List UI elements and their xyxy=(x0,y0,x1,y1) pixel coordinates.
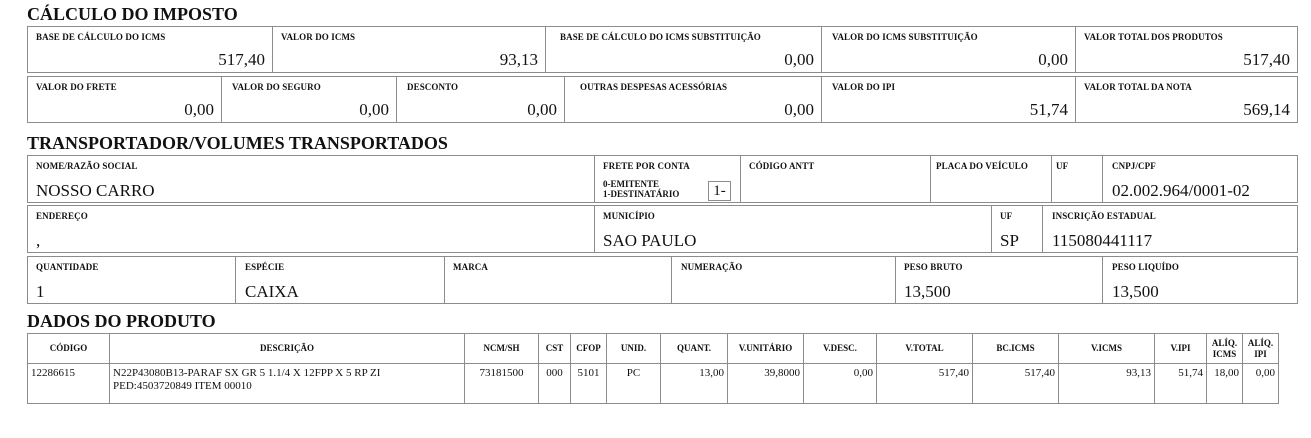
field-codigo-antt xyxy=(740,155,931,203)
col-aliq-icms xyxy=(1207,334,1243,364)
field-uf-endereco xyxy=(991,205,1043,253)
col-vtotal: V.TOTAL xyxy=(877,334,973,364)
field-valor-icms xyxy=(272,26,546,73)
field-inscricao-estadual xyxy=(1042,205,1298,253)
field-value: 93,13 xyxy=(499,50,538,69)
section-title-dados-produto: DADOS DO PRODUTO xyxy=(27,311,216,331)
field-marca xyxy=(444,256,672,304)
field-label: VALOR DO FRETE xyxy=(36,82,117,92)
col-ncm: NCM/SH xyxy=(465,334,539,364)
field-nome-razao-social xyxy=(27,155,595,203)
cell-descricao xyxy=(110,364,465,404)
col-vunit: V.UNITÁRIO xyxy=(728,334,804,364)
field-value: 0,00 xyxy=(359,100,389,119)
field-label: NOME/RAZÃO SOCIAL xyxy=(36,161,138,171)
field-label: VALOR DO ICMS SUBSTITUIÇÃO xyxy=(832,32,978,42)
field-label: INSCRIÇÃO ESTADUAL xyxy=(1052,211,1156,221)
field-label: UF xyxy=(1056,161,1069,171)
cell-vicms: 93,13 xyxy=(1059,364,1155,404)
field-peso-liquido xyxy=(1102,256,1298,304)
field-placa-veiculo xyxy=(930,155,1052,203)
field-value: , xyxy=(36,231,41,250)
col-descricao: DESCRIÇÃO xyxy=(110,334,465,364)
field-peso-bruto xyxy=(895,256,1103,304)
cell-vdesc: 0,00 xyxy=(804,364,877,404)
field-outras-despesas xyxy=(564,76,822,123)
field-uf-veiculo xyxy=(1051,155,1103,203)
field-value: 0,00 xyxy=(784,50,814,69)
field-label: QUANTIDADE xyxy=(36,262,99,272)
field-label: BASE DE CÁLCULO DO ICMS xyxy=(36,32,166,42)
cell-cfop: 5101 xyxy=(571,364,607,404)
cell-aliq-ipi: 0,00 xyxy=(1243,364,1279,404)
field-value: 51,74 xyxy=(1029,100,1068,119)
field-value: 0,00 xyxy=(1038,50,1068,69)
field-label: BASE DE CÁLCULO DO ICMS SUBSTITUIÇÃO xyxy=(560,32,761,42)
field-value: 13,500 xyxy=(1112,282,1159,301)
cell-bcicms: 517,40 xyxy=(973,364,1059,404)
field-value: NOSSO CARRO xyxy=(36,181,155,200)
field-label: VALOR DO IPI xyxy=(832,82,896,92)
field-label: CÓDIGO ANTT xyxy=(749,161,815,171)
field-value: 02.002.964/0001-02 xyxy=(1112,181,1250,200)
field-value: 517,40 xyxy=(218,50,265,69)
field-value: SP xyxy=(1000,231,1019,250)
col-vdesc: V.DESC. xyxy=(804,334,877,364)
field-especie xyxy=(235,256,445,304)
field-label: ENDEREÇO xyxy=(36,211,88,221)
field-label: ESPÉCIE xyxy=(245,262,285,272)
section-title-calculo-imposto: CÁLCULO DO IMPOSTO xyxy=(27,4,238,24)
field-value: 0,00 xyxy=(784,100,814,119)
field-cnpj-cpf xyxy=(1102,155,1298,203)
col-aliq-icms-line2: ICMS xyxy=(1212,348,1237,359)
field-valor-total-nota xyxy=(1075,76,1298,123)
field-base-calculo-icms-st xyxy=(545,26,822,73)
col-cst: CST xyxy=(539,334,571,364)
cell-aliq-icms: 18,00 xyxy=(1207,364,1243,404)
frete-option-destinatario: 1-DESTINATÁRIO xyxy=(603,189,680,199)
cell-descricao-line1: N22P43080B13-PARAF SX GR 5 1.1/4 X 12FPP X 5 RP ZI xyxy=(113,367,381,379)
field-label: MUNICÍPIO xyxy=(603,211,655,221)
cell-vipi: 51,74 xyxy=(1155,364,1207,404)
cell-codigo: 12286615 xyxy=(28,364,110,404)
field-label: DESCONTO xyxy=(407,82,459,92)
field-quantidade xyxy=(27,256,236,304)
col-vipi: V.IPI xyxy=(1155,334,1207,364)
field-value: 569,14 xyxy=(1243,100,1290,119)
field-value: 1 xyxy=(36,282,45,301)
field-value: SAO PAULO xyxy=(603,231,697,250)
frete-option-emitente: 0-EMITENTE xyxy=(603,179,660,189)
cell-descricao-line2: PED:4503720849 ITEM 00010 xyxy=(113,380,252,392)
col-unid: UNID. xyxy=(607,334,661,364)
field-valor-seguro xyxy=(221,76,397,123)
field-label: CNPJ/CPF xyxy=(1112,161,1156,171)
field-value: 517,40 xyxy=(1243,50,1290,69)
field-numeracao xyxy=(671,256,896,304)
field-value: CAIXA xyxy=(245,282,299,301)
col-aliq-ipi-line2: IPI xyxy=(1254,348,1267,359)
field-valor-icms-st xyxy=(821,26,1076,73)
cell-vtotal: 517,40 xyxy=(877,364,973,404)
field-label: VALOR TOTAL DA NOTA xyxy=(1084,82,1192,92)
cell-cst: 000 xyxy=(539,364,571,404)
section-title-transportador: TRANSPORTADOR/VOLUMES TRANSPORTADOS xyxy=(27,133,448,153)
field-label: PESO BRUTO xyxy=(904,262,963,272)
table-row xyxy=(28,364,1279,404)
cell-quant: 13,00 xyxy=(661,364,728,404)
field-label: VALOR DO SEGURO xyxy=(232,82,321,92)
field-value: 115080441117 xyxy=(1052,231,1153,250)
field-base-calculo-icms xyxy=(27,26,273,73)
field-label: MARCA xyxy=(453,262,488,272)
cell-unid: PC xyxy=(607,364,661,404)
field-municipio xyxy=(594,205,992,253)
field-label: PESO LIQUÍDO xyxy=(1112,262,1179,272)
field-desconto xyxy=(396,76,565,123)
col-aliq-ipi xyxy=(1243,334,1279,364)
col-vicms: V.ICMS xyxy=(1059,334,1155,364)
field-valor-ipi xyxy=(821,76,1076,123)
cell-vunit: 39,8000 xyxy=(728,364,804,404)
field-value: 13,500 xyxy=(904,282,951,301)
field-label: UF xyxy=(1000,211,1013,221)
field-frete-por-conta xyxy=(594,155,741,203)
field-label: FRETE POR CONTA xyxy=(603,161,690,171)
field-endereco xyxy=(27,205,595,253)
field-label: VALOR DO ICMS xyxy=(281,32,356,42)
field-valor-frete xyxy=(27,76,222,123)
field-label: OUTRAS DESPESAS ACESSÓRIAS xyxy=(580,82,728,92)
col-quant: QUANT. xyxy=(661,334,728,364)
product-table xyxy=(27,333,1279,404)
col-aliq-icms-line1: ALÍQ. xyxy=(1211,337,1238,348)
col-cfop: CFOP xyxy=(571,334,607,364)
col-codigo: CÓDIGO xyxy=(28,334,110,364)
field-value: 0,00 xyxy=(184,100,214,119)
field-label: PLACA DO VEÍCULO xyxy=(936,161,1028,171)
field-value: 0,00 xyxy=(527,100,557,119)
col-bcicms: BC.ICMS xyxy=(973,334,1059,364)
product-table-header xyxy=(28,334,1279,364)
col-aliq-ipi-line1: ALÍQ. xyxy=(1247,337,1274,348)
cell-ncm: 73181500 xyxy=(465,364,539,404)
field-label: VALOR TOTAL DOS PRODUTOS xyxy=(1084,32,1223,42)
field-label: NUMERAÇÃO xyxy=(681,262,743,272)
frete-modalidade-value: 1- xyxy=(708,181,731,201)
field-valor-total-produtos xyxy=(1075,26,1298,73)
